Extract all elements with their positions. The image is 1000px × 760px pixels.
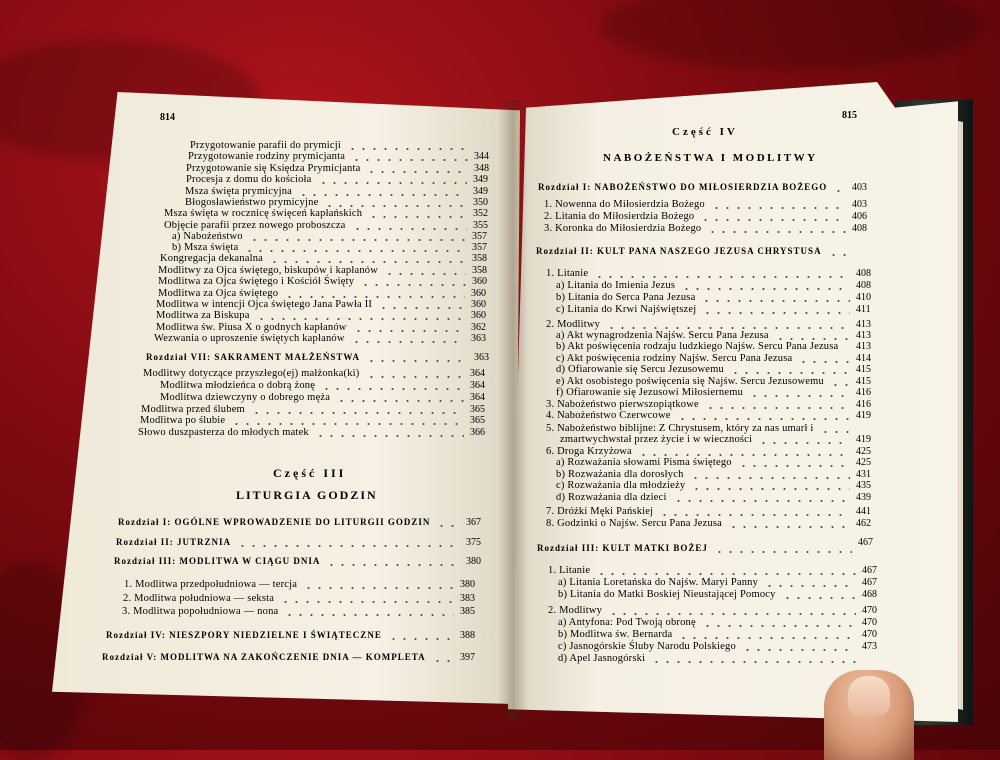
- dot-leader: [820, 431, 850, 433]
- toc-entry: a) Litania do Imienia Jezus: [556, 280, 676, 291]
- dot-leader: [303, 587, 454, 589]
- toc-entry: 8. Godzinki o Najśw. Sercu Pana Jezusa: [546, 518, 723, 529]
- dot-leader: [436, 525, 460, 527]
- toc-entry: 1. Litanie: [546, 268, 589, 279]
- toc-entry: e) Akt osobistego poświęcenia się Najśw. Sercu Jezusowemu: [556, 376, 824, 387]
- dot-leader: [651, 661, 856, 663]
- dot-leader: [606, 327, 850, 329]
- toc-entry: Modlitwy za Ojca świętego, biskupów i kapłanów: [158, 265, 379, 276]
- dot-leader: [324, 205, 467, 207]
- dot-leader: [284, 614, 454, 616]
- toc-page-number: 403: [852, 199, 867, 210]
- toc-page-number: 360: [471, 299, 486, 310]
- toc-entry: Modlitwa młodzieńca o dobrą żonę: [160, 380, 316, 391]
- toc-page-number: 406: [852, 211, 867, 222]
- toc-entry: Modlitwy dotyczące przyszłego(ej) małżonka(ki): [143, 368, 360, 379]
- toc-entry: c) Rozważania dla młodzieży: [556, 480, 686, 491]
- toc-page-number: 413: [856, 319, 871, 330]
- toc-entry: a) Nabożeństwo: [172, 231, 243, 242]
- toc-entry: Objęcie parafii przez nowego proboszcza: [164, 220, 346, 231]
- toc-entry: Modlitwa św. Piusa X o godnych kapłanów: [156, 322, 347, 333]
- toc-entry: a) Akt wynagrodzenia Najśw. Sercu Pana Jezusa: [556, 330, 769, 341]
- dot-leader: [326, 564, 460, 566]
- toc-page-number: 414: [856, 353, 871, 364]
- dot-leader: [318, 182, 467, 184]
- toc-page-number: 355: [473, 220, 488, 231]
- toc-page-number: 415: [856, 364, 871, 375]
- dot-leader: [681, 288, 850, 290]
- dot-leader: [368, 216, 467, 218]
- dot-leader: [705, 407, 850, 409]
- dot-leader: [707, 231, 846, 233]
- toc-page-number: 470: [862, 629, 877, 640]
- chapter-heading: Rozdział I: OGÓLNE WPROWADZENIE DO LITURGII GODZIN: [118, 517, 431, 527]
- dot-leader: [336, 400, 464, 402]
- chapter-heading: Rozdział I: NABOŻEŃSTWO DO MIŁOSIERDZIA BOŻEGO: [538, 182, 828, 192]
- toc-page-number: 350: [473, 197, 488, 208]
- dot-leader: [798, 361, 850, 363]
- toc-entry: 1. Modlitwa przedpołudniowa — tercja: [124, 579, 298, 590]
- toc-entry: a) Antyfona: Pod Twoją obronę: [558, 617, 696, 628]
- page-number: 815: [842, 110, 857, 121]
- toc-entry: Przygotowanie parafii do prymicji: [190, 140, 341, 151]
- toc-entry: 2. Modlitwy: [548, 605, 603, 616]
- toc-page-number: 364: [470, 380, 485, 391]
- dot-leader: [298, 194, 467, 196]
- toc-page-number: 363: [471, 333, 486, 344]
- dot-leader: [702, 312, 850, 314]
- toc-page-number: 363: [474, 352, 489, 363]
- toc-entry: Przygotowanie rodziny prymicjanta: [188, 151, 346, 162]
- dot-leader: [691, 488, 850, 490]
- toc-page-number: 364: [470, 368, 485, 379]
- toc-page-number: 357: [472, 242, 487, 253]
- toc-page-number: 358: [472, 253, 487, 264]
- toc-entry: a) Litania Loretańska do Najśw. Maryi Panny: [558, 577, 759, 588]
- toc-entry: b) Akt poświęcenia rodzaju ludzkiego Najśw. Sercu Pana Jezusa: [556, 341, 839, 352]
- toc-page-number: 408: [856, 268, 871, 279]
- toc-entry: Modlitwa po ślubie: [140, 415, 226, 426]
- toc-entry: 3. Modlitwa popołudniowa — nona: [122, 606, 279, 617]
- dot-leader: [231, 423, 464, 425]
- toc-page-number: 473: [862, 641, 877, 652]
- toc-entry: 6. Droga Krzyżowa: [546, 446, 632, 457]
- dot-leader: [775, 338, 850, 340]
- toc-entry: Wezwania o uproszenie świętych kapłanów: [154, 333, 345, 344]
- toc-entry: a) Rozważania słowami Pisma świętego: [556, 457, 732, 468]
- toc-entry: Msza święta prymicyjna: [185, 186, 293, 197]
- dot-leader: [700, 219, 846, 221]
- dot-leader: [269, 261, 466, 263]
- toc-page-number: 362: [471, 322, 486, 333]
- toc-page-number: 435: [856, 480, 871, 491]
- dot-leader: [828, 254, 846, 256]
- toc-entry: c) Litania do Krwi Najświętszej: [556, 304, 697, 315]
- dot-leader: [237, 545, 460, 547]
- part-title: Część IV: [672, 126, 738, 138]
- chapter-heading: Rozdział VII: SAKRAMENT MAŁŻEŃSTWA: [146, 352, 360, 362]
- toc-page-number: 410: [856, 292, 871, 303]
- toc-entry: d) Rozważania dla dzieci: [556, 492, 667, 503]
- toc-entry: Msza święta w rocznicę święceń kapłańskich: [164, 208, 363, 219]
- chapter-heading: Rozdział II: KULT PANA NASZEGO JEZUSA CHRYSTUSA: [536, 246, 822, 256]
- toc-entry: b) Modlitwa św. Bernarda: [558, 629, 673, 640]
- toc-entry: 2. Modlitwa południowa — seksta: [123, 593, 275, 604]
- dot-leader: [388, 638, 454, 640]
- toc-page-number: 439: [856, 492, 871, 503]
- dot-leader: [351, 159, 468, 161]
- dot-leader: [360, 284, 466, 286]
- dot-leader: [608, 613, 856, 615]
- toc-page-number: 441: [856, 506, 871, 517]
- toc-entry: 1. Litanie: [548, 565, 591, 576]
- page-number: 814: [160, 112, 175, 123]
- dot-leader: [764, 585, 856, 587]
- toc-page-number: 416: [856, 399, 871, 410]
- dot-leader: [677, 418, 850, 420]
- toc-entry: Modlitwa w intencji Ojca świętego Jana Pawła II: [156, 299, 373, 310]
- toc-page-number: 380: [466, 556, 481, 567]
- toc-page-number: 388: [460, 630, 475, 641]
- chapter-heading: Rozdział III: KULT MATKI BOŻEJ: [537, 543, 708, 553]
- dot-leader: [742, 649, 856, 651]
- toc-page-number: 357: [472, 231, 487, 242]
- toc-entry: Słowo duszpasterza do młodych matek: [138, 427, 309, 438]
- toc-page-number: 344: [474, 151, 489, 162]
- toc-page-number: 360: [471, 288, 486, 299]
- dot-leader: [315, 435, 464, 437]
- toc-page-number: 375: [466, 537, 481, 548]
- toc-page-number: 360: [471, 310, 486, 321]
- toc-entry: d) Ofiarowanie się Sercu Jezusowemu: [556, 364, 724, 375]
- toc-entry: c) Jasnogórskie Śluby Narodu Polskiego: [558, 641, 736, 652]
- toc-page-number: 365: [470, 404, 485, 415]
- dot-leader: [321, 388, 464, 390]
- toc-page-number: 467: [862, 565, 877, 576]
- toc-entry: b) Litania do Matki Boskiej Nieustającej Pomocy: [558, 589, 776, 600]
- dot-leader: [384, 273, 466, 275]
- dot-leader: [366, 360, 468, 362]
- toc-page-number: 462: [856, 518, 871, 529]
- toc-page-number: 419: [856, 434, 871, 445]
- toc-page-number: 408: [856, 280, 871, 291]
- toc-page-number: 348: [474, 163, 489, 174]
- toc-entry: Procesja z domu do kościoła: [186, 174, 312, 185]
- toc-page-number: 408: [852, 223, 867, 234]
- dot-leader: [366, 376, 465, 378]
- toc-page-number: 349: [473, 174, 488, 185]
- dot-leader: [638, 454, 850, 456]
- toc-entry: f) Ofiarowanie się Jezusowi Miłosiernemu: [556, 387, 744, 398]
- chapter-heading: Rozdział II: JUTRZNIA: [116, 537, 232, 547]
- dot-leader: [244, 250, 466, 252]
- toc-page-number: 425: [856, 446, 871, 457]
- toc-entry: Modlitwa za Ojca świętego: [158, 288, 279, 299]
- toc-entry: 1. Nowenna do Miłosierdzia Bożego: [544, 199, 705, 210]
- toc-entry: c) Akt poświęcenia rodziny Najśw. Sercu Pana Jezusa: [556, 353, 793, 364]
- book-gutter: [498, 100, 528, 720]
- toc-entry: Kongregacja dekanalna: [160, 253, 264, 264]
- toc-entry: Modlitwa przed ślubem: [141, 404, 245, 415]
- toc-entry: zmartwychwstał przez życie i w wieczności: [560, 434, 753, 445]
- toc-page-number: 364: [470, 392, 485, 403]
- dot-leader: [830, 384, 850, 386]
- dot-leader: [280, 601, 454, 603]
- toc-entry: d) Apel Jasnogórski: [558, 653, 646, 664]
- dot-leader: [701, 300, 850, 302]
- dot-leader: [351, 341, 465, 343]
- thumb-nail: [848, 676, 890, 716]
- toc-page-number: 349: [473, 186, 488, 197]
- dot-leader: [352, 228, 467, 230]
- dot-leader: [702, 625, 856, 627]
- dot-leader: [432, 660, 454, 662]
- toc-page-number: 468: [862, 589, 877, 600]
- toc-page-number: 411: [856, 304, 871, 315]
- dot-leader: [366, 171, 468, 173]
- dot-leader: [594, 276, 850, 278]
- dot-leader: [690, 477, 850, 479]
- part-name: LITURGIA GODZIN: [236, 488, 378, 502]
- part-name: NABOŻEŃSTWA I MODLITWY: [603, 152, 818, 164]
- toc-entry: 5. Nabożeństwo biblijne: Z Chrystusem, który za nas umarł i: [546, 423, 814, 434]
- toc-entry: 2. Litania do Miłosierdzia Bożego: [544, 211, 695, 222]
- toc-entry: 3. Koronka do Miłosierdzia Bożego: [544, 223, 702, 234]
- toc-page-number: 365: [470, 415, 485, 426]
- dot-leader: [749, 395, 850, 397]
- toc-page-number: 470: [862, 617, 877, 628]
- dot-leader: [728, 526, 850, 528]
- toc-entry: Modlitwa dziewczyny o dobrego męża: [160, 392, 331, 403]
- toc-page-number: 415: [856, 376, 871, 387]
- toc-page-number: 467: [862, 577, 877, 588]
- dot-leader: [782, 597, 856, 599]
- toc-entry: 4. Nabożeństwo Czerwcowe: [546, 410, 671, 421]
- dot-leader: [378, 307, 465, 309]
- dot-leader: [730, 372, 850, 374]
- toc-page-number: 419: [856, 410, 871, 421]
- dot-leader: [714, 551, 852, 553]
- toc-entry: b) Litania do Serca Pana Jezusa: [556, 292, 696, 303]
- dot-leader: [678, 637, 856, 639]
- toc-entry: 3. Nabożeństwo pierwszopiątkowe: [546, 399, 699, 410]
- dot-leader: [673, 500, 850, 502]
- toc-entry: b) Msza święta: [172, 242, 239, 253]
- chapter-heading: Rozdział V: MODLITWA NA ZAKOŃCZENIE DNIA — KOMPLETA: [102, 652, 426, 662]
- chapter-heading: Rozdział IV: NIESZPORY NIEDZIELNE I ŚWIĄTECZNE: [106, 630, 382, 640]
- dot-leader: [738, 465, 850, 467]
- toc-entry: Błogosławieństwo prymicyjne: [185, 197, 319, 208]
- dot-leader: [833, 190, 846, 192]
- toc-page-number: 352: [473, 208, 488, 219]
- toc-page-number: 413: [856, 341, 871, 352]
- dot-leader: [758, 442, 850, 444]
- toc-page-number: 413: [856, 330, 871, 341]
- toc-entry: Modlitwa za Biskupa: [156, 310, 250, 321]
- toc-page-number: 385: [460, 606, 475, 617]
- dot-leader: [353, 330, 465, 332]
- toc-page-number: 403: [852, 182, 867, 193]
- toc-page-number: 367: [466, 517, 481, 528]
- dot-leader: [347, 148, 468, 150]
- toc-page-number: 360: [472, 276, 487, 287]
- toc-page-number: 380: [460, 579, 475, 590]
- toc-page-number: 358: [472, 265, 487, 276]
- dot-leader: [251, 412, 464, 414]
- toc-entry: 2. Modlitwy: [546, 319, 601, 330]
- toc-entry: b) Rozważania dla dorosłych: [556, 469, 684, 480]
- toc-page-number: 470: [862, 605, 877, 616]
- toc-page-number: 425: [856, 457, 871, 468]
- toc-page-number: 431: [856, 469, 871, 480]
- dot-leader: [284, 296, 465, 298]
- dot-leader: [711, 207, 846, 209]
- dot-leader: [249, 239, 466, 241]
- dot-leader: [256, 318, 465, 320]
- toc-page-number: 416: [856, 387, 871, 398]
- dot-leader: [596, 573, 856, 575]
- dot-leader: [659, 514, 850, 516]
- blanket-fold: [600, 0, 980, 70]
- toc-page-number: 467: [858, 537, 873, 548]
- chapter-heading: Rozdział III: MODLITWA W CIĄGU DNIA: [114, 556, 321, 566]
- toc-entry: Przygotowanie się Księdza Prymicjanta: [186, 163, 361, 174]
- toc-page-number: 383: [460, 593, 475, 604]
- toc-entry: Modlitwa za Ojca świętego i Kościół Święty: [158, 276, 355, 287]
- toc-page-number: 397: [460, 652, 475, 663]
- toc-page-number: 366: [470, 427, 485, 438]
- part-title: Część III: [273, 466, 347, 480]
- toc-entry: 7. Dróżki Męki Pańskiej: [546, 506, 654, 517]
